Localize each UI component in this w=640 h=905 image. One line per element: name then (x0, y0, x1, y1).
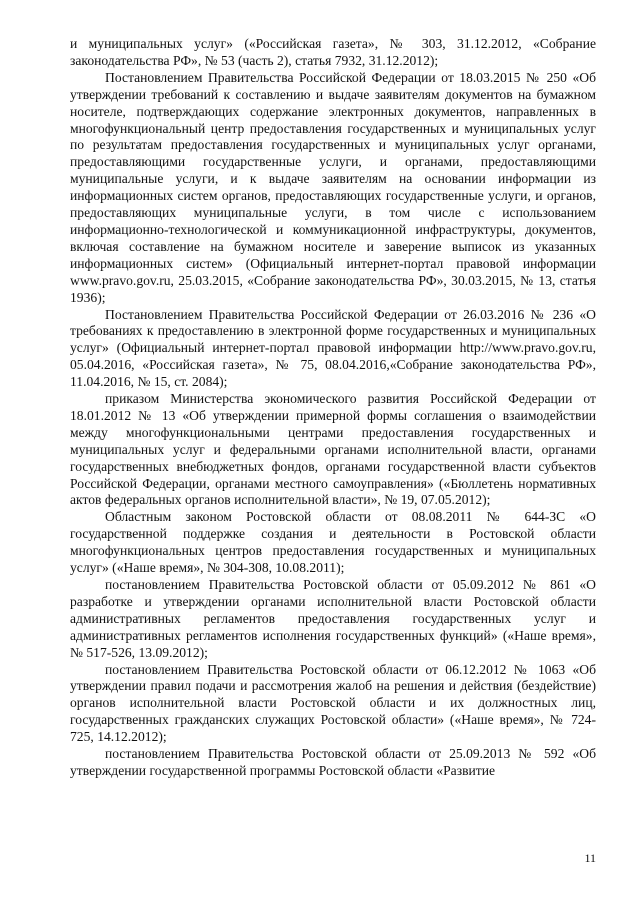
paragraph-3: Постановлением Правительства Российской Федерации от 26.03.2016 № 236 «О требованиях к предоставлению в электронной форме государственных и муниципальных услуг» (Официальный интернет-портал правовой информации http://www.pravo.gov.ru, 05.04.2016, «Российская газета», № 75, 08.04.2016,«Собрание законодательства РФ», 11.04.2016, № 15, ст. 2084); (70, 306, 596, 390)
paragraph-1: и муниципальных услуг» («Российская газета», № 303, 31.12.2012, «Собрание законодательства РФ», № 53 (часть 2), статья 7932, 31.12.2012); (70, 36, 596, 68)
paragraph-6: постановлением Правительства Ростовской области от 05.09.2012 № 861 «О разработке и утверждении органами исполнительной власти Ростовской области административных регламентов предоставления государственных услуг и административных регламентов исполнения государственных функций» («Наше время», № 517-526, 13.09.2012); (70, 577, 596, 660)
document-page (70, 36, 596, 780)
paragraph-8: постановлением Правительства Ростовской области от 25.09.2013 № 592 «Об утверждении государственной программы Ростовской области «Развитие (70, 746, 596, 778)
paragraph-2: Постановлением Правительства Российской Федерации от 18.03.2015 № 250 «Об утверждении требований к составлению и выдаче заявителям документов на бумажном носителе, подтверждающих содержание электронных документов, направленных в многофункциональный центр предоставления государственных и муниципальных услуг по результатам предоставления государственных и муниципальных услуг органами, предоставляющими государственные услуги, и органами, предоставляющими муниципальные услуги, и к выдаче заявителям на основании информации из информационных систем органов, предоставляющих государственные услуги, и органов, предоставляющих муниципальные услуги, в том числе с использованием информационно-технологической и коммуникационной инфраструктуры, документов, включая составление на бумажном носителе и заверение выписок из указанных информационных систем» (Официальный интернет-портал правовой информации www.pravo.gov.ru, 25.03.2015, «Собрание законодательства РФ», 30.03.2015, № 13, статья 1936); (70, 69, 596, 305)
paragraph-7: постановлением Правительства Ростовской области от 06.12.2012 № 1063 «Об утверждении правил подачи и рассмотрения жалоб на решения и действия (бездействие) органов исполнительной власти Ростовской области и их должностных лиц, государственных гражданских служащих Ростовской области» («Наше время», № 724-725, 14.12.2012); (70, 661, 596, 745)
paragraph-4: приказом Министерства экономического развития Российской Федерации от 18.01.2012 № 13 «Об утверждении примерной формы соглашения о взаимодействии между многофункциональными центрами предоставления государственных и муниципальных услуг и федеральными органами исполнительной власти, органами государственных внебюджетных фондов, органами государственной власти субъектов Российской Федерации, органами местного самоуправления» («Бюллетень нормативных актов федеральных органов исполнительной власти», № 19, 07.05.2012); (70, 391, 596, 508)
paragraph-5: Областным законом Ростовской области от 08.08.2011 № 644-ЗС «О государственной поддержке создания и деятельности в Ростовской области многофункциональных центров предоставления государственных и муниципальных услуг» («Наше время», № 304-308, 10.08.2011); (70, 509, 596, 576)
page-number: 11 (584, 851, 596, 865)
